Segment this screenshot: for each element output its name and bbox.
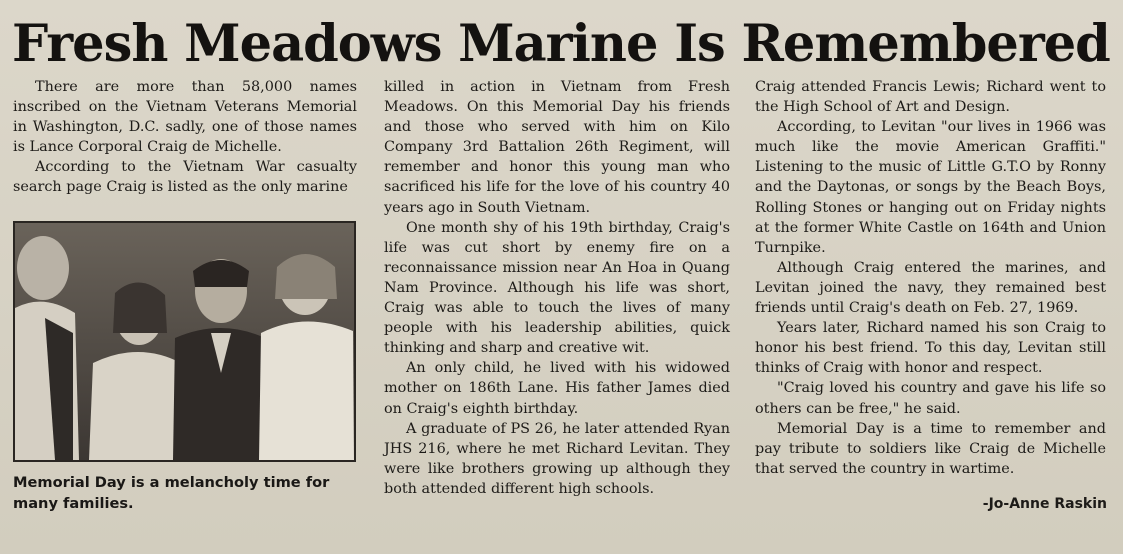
- paragraph: There are more than 58,000 names inscribed on the Vietnam Veterans Memorial in Washington, D.C. sadly, one of those names is Lance Corporal Craig de Michelle.: [13, 79, 357, 156]
- article-column-3: [755, 77, 1106, 479]
- headline: Fresh Meadows Marine Is Remembered: [12, 14, 1110, 74]
- paragraph: killed in action in Vietnam from Fresh Meadows. On this Memorial Day his friends and those who served with him on Kilo Company 3rd Battalion 26th Regiment, will remember and honor this young man who sacrificed his life for the love of his country 40 years ago in South Vietnam.: [384, 79, 730, 216]
- paragraph: A graduate of PS 26, he later attended Ryan JHS 216, where he met Richard Levitan. They were like brothers growing up although they both attended different high schools.: [384, 420, 730, 497]
- paragraph: According to the Vietnam War casualty search page Craig is listed as the only marine: [13, 159, 357, 196]
- byline: -Jo-Anne Raskin: [982, 496, 1107, 512]
- article-column-1: [13, 77, 357, 198]
- article-column-2: [384, 77, 730, 499]
- paragraph: Memorial Day is a time to remember and pay tribute to soldiers like Craig de Michelle that served the country in wartime.: [755, 420, 1106, 477]
- photo: [13, 221, 356, 462]
- paragraph: Although Craig entered the marines, and Levitan joined the navy, they remained best friends until Craig's death on Feb. 27, 1969.: [755, 259, 1106, 317]
- photo-caption: Memorial Day is a melancholy time for many families.: [13, 474, 330, 512]
- photo-image: [15, 223, 354, 460]
- paragraph: Years later, Richard named his son Craig to honor his best friend. To this day, Levitan still thinks of Craig with honor and respect.: [755, 320, 1106, 377]
- paragraph: Craig attended Francis Lewis; Richard went to the High School of Art and Design.: [755, 79, 1106, 116]
- paragraph: According, to Levitan "our lives in 1966 was much like the movie American Graffiti." Listening to the music of Little G.T.O by Ronny and the Daytonas, or songs by the Beach Boys, Rolling Stones or hanging out on Friday nights at the former White Castle on 164th and Union Turnpike.: [755, 119, 1106, 256]
- paragraph: One month shy of his 19th birthday, Craig's life was cut short by enemy fire on a reconnaissance mission near An Hoa in Quang Nam Province. Although his life was short, Craig was able to touch the lives of many people with his leadership abilities, quick thinking and sharp and creative wit.: [384, 219, 730, 357]
- paragraph: An only child, he lived with his widowed mother on 186th Lane. His father James died on Craig's eighth birthday.: [384, 360, 730, 417]
- paragraph: "Craig loved his country and gave his life so others can be free," he said.: [755, 380, 1106, 417]
